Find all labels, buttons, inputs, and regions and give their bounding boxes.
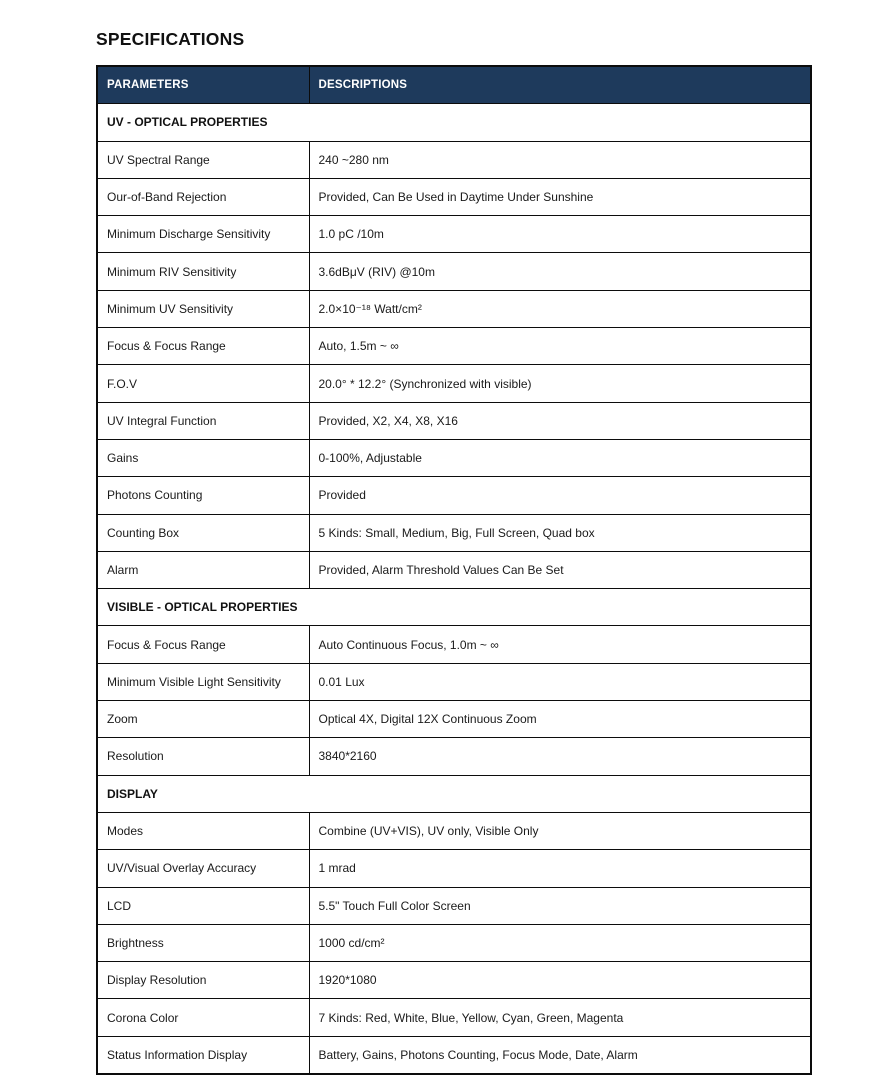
table-row bbox=[97, 439, 811, 476]
parameter-cell: Alarm bbox=[97, 551, 309, 588]
description-cell: 1920*1080 bbox=[309, 962, 811, 999]
description-cell: 7 Kinds: Red, White, Blue, Yellow, Cyan, Green, Magenta bbox=[309, 999, 811, 1036]
parameter-cell: Minimum RIV Sensitivity bbox=[97, 253, 309, 290]
parameter-cell: Counting Box bbox=[97, 514, 309, 551]
table-row bbox=[97, 477, 811, 514]
description-cell: 2.0×10⁻¹⁸ Watt/cm² bbox=[309, 290, 811, 327]
description-cell: 1 mrad bbox=[309, 850, 811, 887]
parameter-cell: Corona Color bbox=[97, 999, 309, 1036]
parameter-cell: UV/Visual Overlay Accuracy bbox=[97, 850, 309, 887]
table-row bbox=[97, 999, 811, 1036]
table-row bbox=[97, 924, 811, 961]
section-row bbox=[97, 589, 811, 626]
parameter-cell: Minimum UV Sensitivity bbox=[97, 290, 309, 327]
parameter-cell: Minimum Discharge Sensitivity bbox=[97, 216, 309, 253]
table-row bbox=[97, 514, 811, 551]
parameter-cell: Photons Counting bbox=[97, 477, 309, 514]
description-cell: 5.5" Touch Full Color Screen bbox=[309, 887, 811, 924]
description-cell: 240 ~280 nm bbox=[309, 141, 811, 178]
column-header-parameters: PARAMETERS bbox=[97, 66, 309, 104]
description-cell: 0.01 Lux bbox=[309, 663, 811, 700]
table-row bbox=[97, 962, 811, 999]
section-row bbox=[97, 775, 811, 812]
parameter-cell: UV Integral Function bbox=[97, 402, 309, 439]
parameter-cell: LCD bbox=[97, 887, 309, 924]
table-header-row bbox=[97, 66, 811, 104]
parameter-cell: Status Information Display bbox=[97, 1036, 309, 1074]
table-row bbox=[97, 701, 811, 738]
description-cell: 1.0 pC /10m bbox=[309, 216, 811, 253]
table-row bbox=[97, 402, 811, 439]
parameter-cell: F.O.V bbox=[97, 365, 309, 402]
parameter-cell: Brightness bbox=[97, 924, 309, 961]
column-header-descriptions: DESCRIPTIONS bbox=[309, 66, 811, 104]
parameter-cell: Gains bbox=[97, 439, 309, 476]
parameter-cell: Focus & Focus Range bbox=[97, 626, 309, 663]
table-row bbox=[97, 1036, 811, 1074]
parameter-cell: Display Resolution bbox=[97, 962, 309, 999]
parameter-cell: Modes bbox=[97, 812, 309, 849]
table-row bbox=[97, 850, 811, 887]
spec-table-body bbox=[97, 104, 811, 1074]
section-label: VISIBLE - OPTICAL PROPERTIES bbox=[97, 589, 811, 626]
description-cell: 5 Kinds: Small, Medium, Big, Full Screen, Quad box bbox=[309, 514, 811, 551]
description-cell: Combine (UV+VIS), UV only, Visible Only bbox=[309, 812, 811, 849]
table-row bbox=[97, 626, 811, 663]
description-cell: 1000 cd/cm² bbox=[309, 924, 811, 961]
parameter-cell: Our-of-Band Rejection bbox=[97, 178, 309, 215]
table-row bbox=[97, 290, 811, 327]
section-row bbox=[97, 104, 811, 141]
section-label: UV - OPTICAL PROPERTIES bbox=[97, 104, 811, 141]
description-cell: Provided bbox=[309, 477, 811, 514]
specifications-table bbox=[96, 65, 812, 1075]
table-row bbox=[97, 328, 811, 365]
section-label: DISPLAY bbox=[97, 775, 811, 812]
table-row bbox=[97, 141, 811, 178]
table-row bbox=[97, 216, 811, 253]
description-cell: 3840*2160 bbox=[309, 738, 811, 775]
description-cell: Provided, Can Be Used in Daytime Under Sunshine bbox=[309, 178, 811, 215]
description-cell: Optical 4X, Digital 12X Continuous Zoom bbox=[309, 701, 811, 738]
description-cell: Provided, Alarm Threshold Values Can Be Set bbox=[309, 551, 811, 588]
table-row bbox=[97, 178, 811, 215]
description-cell: Auto, 1.5m ~ ∞ bbox=[309, 328, 811, 365]
description-cell: 3.6dBμV (RIV) @10m bbox=[309, 253, 811, 290]
parameter-cell: Resolution bbox=[97, 738, 309, 775]
page-title: SPECIFICATIONS bbox=[96, 29, 245, 49]
description-cell: Battery, Gains, Photons Counting, Focus Mode, Date, Alarm bbox=[309, 1036, 811, 1074]
description-cell: 20.0° * 12.2° (Synchronized with visible) bbox=[309, 365, 811, 402]
table-row bbox=[97, 738, 811, 775]
parameter-cell: UV Spectral Range bbox=[97, 141, 309, 178]
parameter-cell: Minimum Visible Light Sensitivity bbox=[97, 663, 309, 700]
description-cell: 0-100%, Adjustable bbox=[309, 439, 811, 476]
description-cell: Auto Continuous Focus, 1.0m ~ ∞ bbox=[309, 626, 811, 663]
table-row bbox=[97, 663, 811, 700]
table-row bbox=[97, 365, 811, 402]
table-row bbox=[97, 551, 811, 588]
parameter-cell: Focus & Focus Range bbox=[97, 328, 309, 365]
table-row bbox=[97, 812, 811, 849]
table-row bbox=[97, 253, 811, 290]
table-row bbox=[97, 887, 811, 924]
description-cell: Provided, X2, X4, X8, X16 bbox=[309, 402, 811, 439]
parameter-cell: Zoom bbox=[97, 701, 309, 738]
